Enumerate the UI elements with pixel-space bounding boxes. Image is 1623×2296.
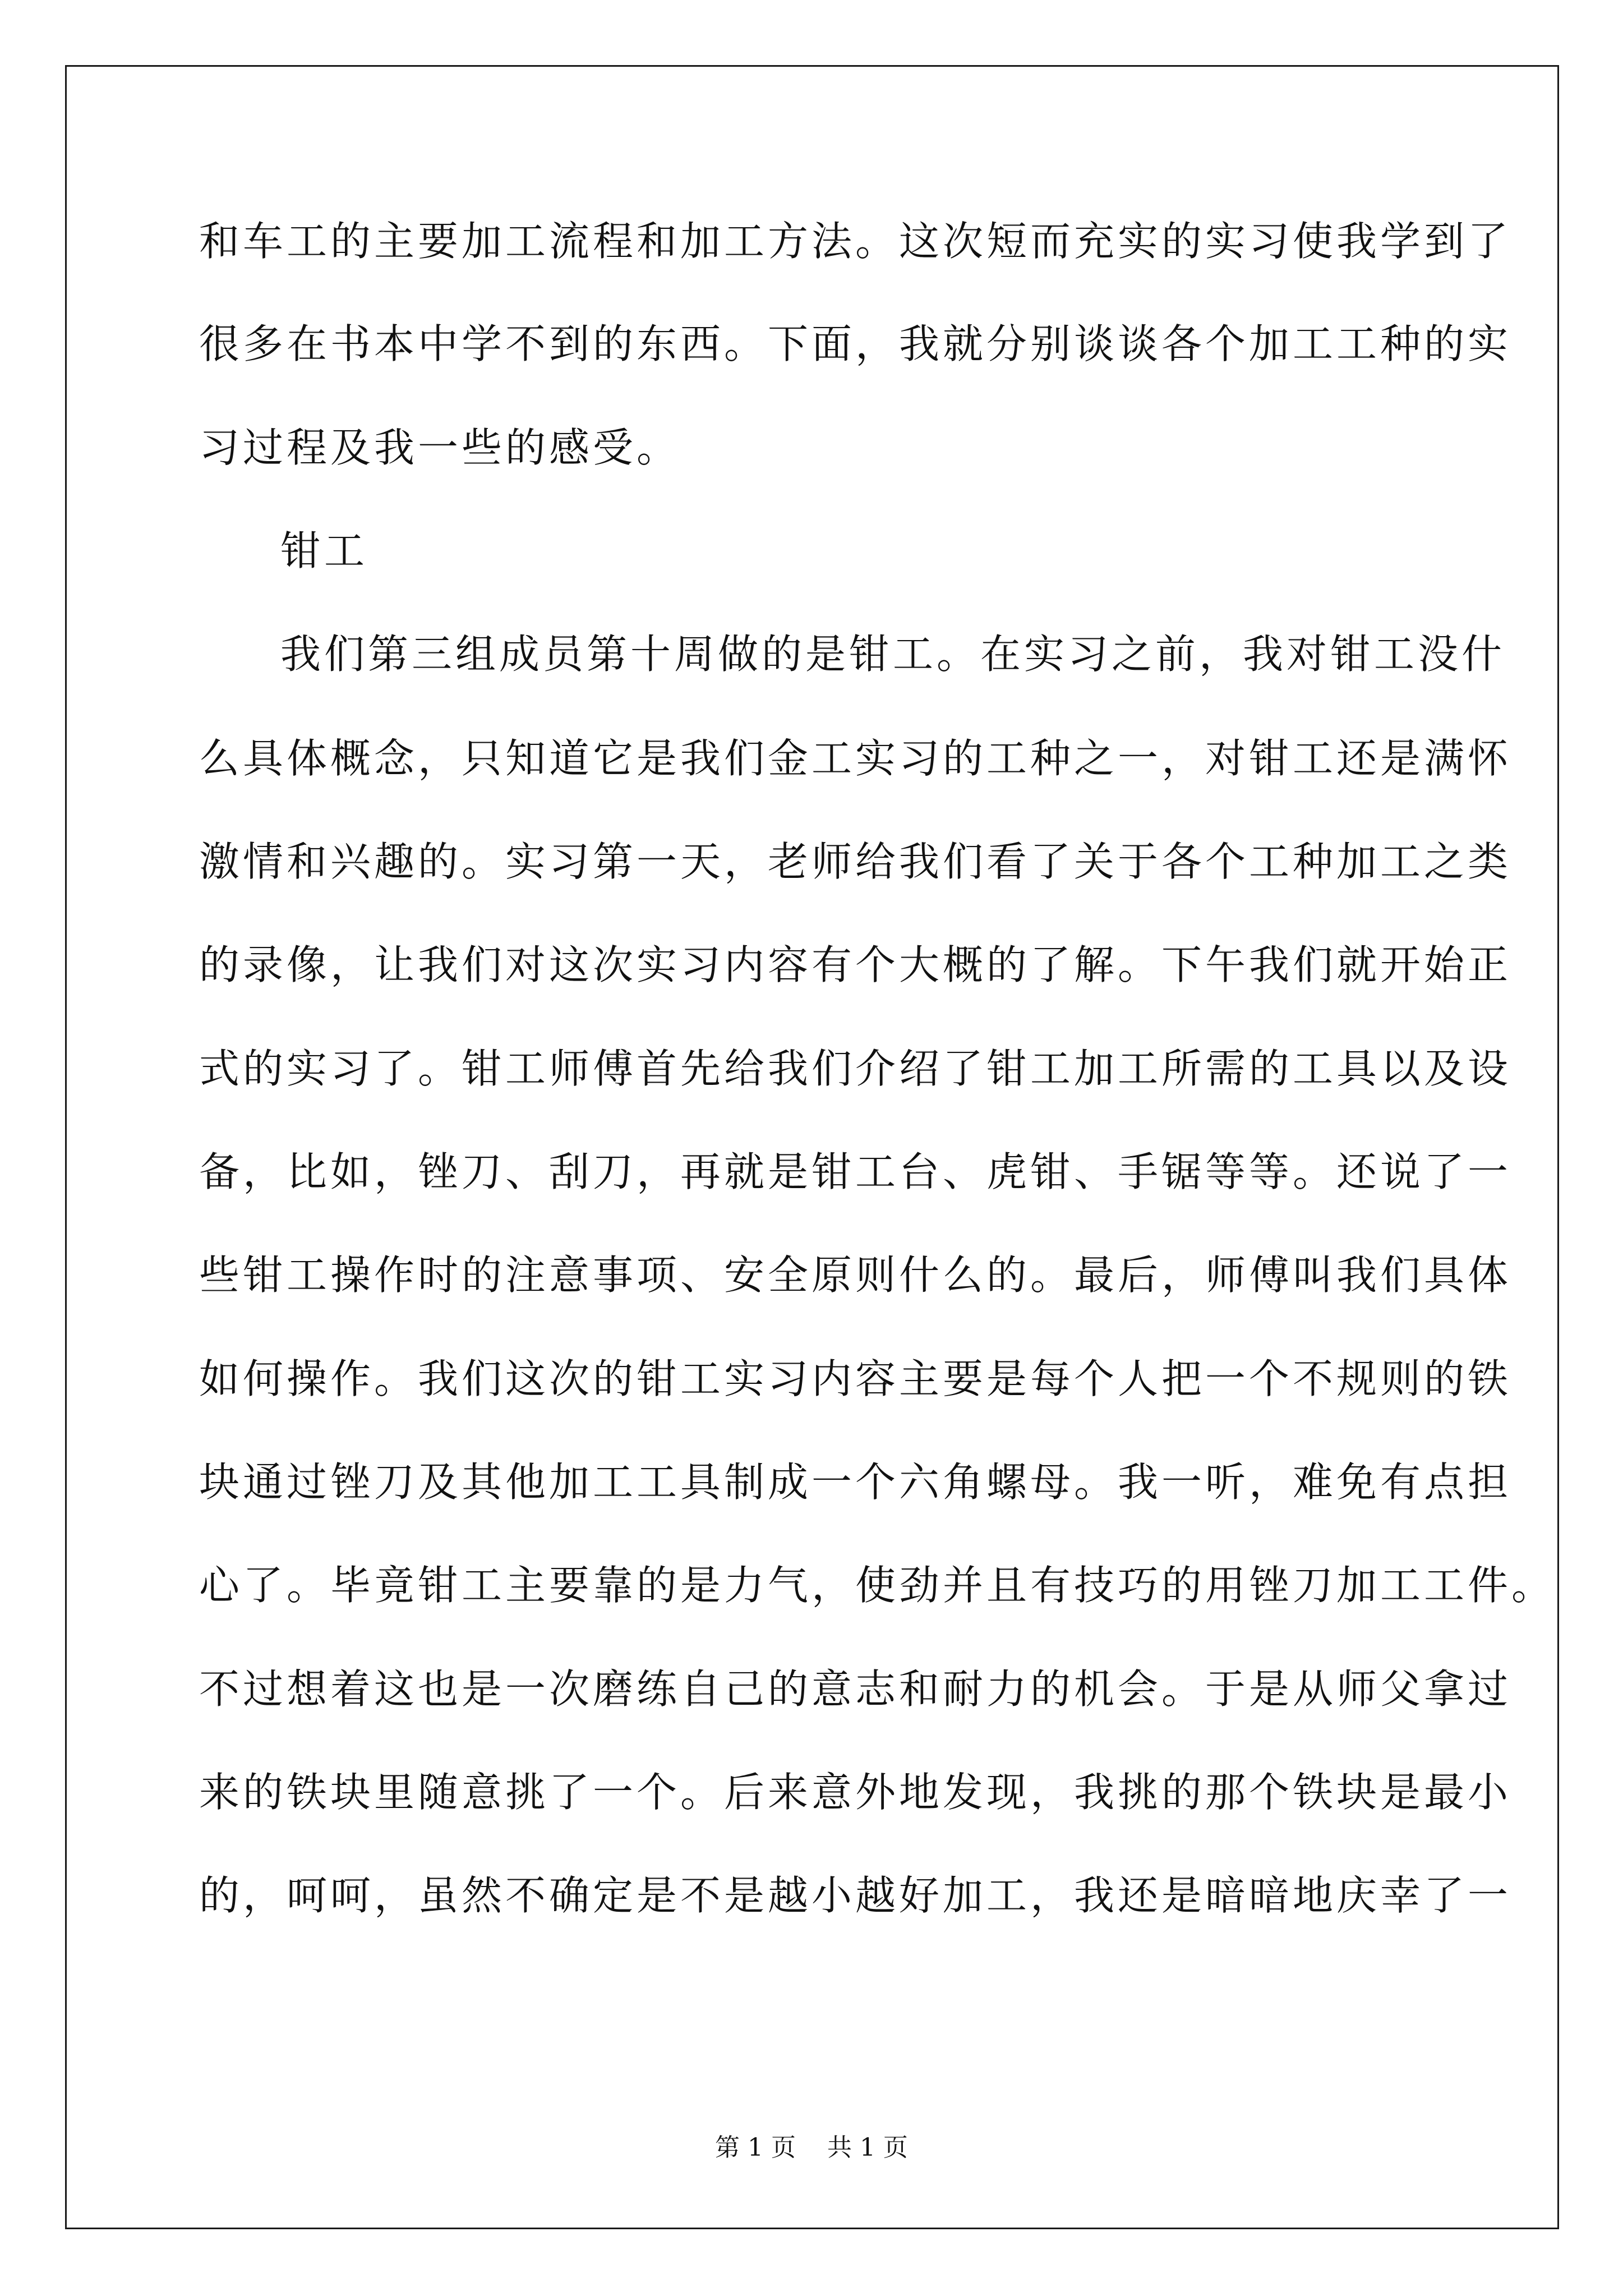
text-line: 来的铁块里随意挑了一个。后来意外地发现，我挑的那个铁块是最小 — [199, 1769, 1512, 1816]
section-heading: 钳工 — [280, 527, 368, 574]
text-line: 我们第三组成员第十周做的是钳工。在实习之前，我对钳工没什 — [280, 631, 1506, 678]
text-line: 和车工的主要加工流程和加工方法。这次短而充实的实习使我学到了 — [199, 218, 1512, 265]
text-line: 式的实习了。钳工师傅首先给我们介绍了钳工加工所需的工具以及设 — [199, 1045, 1512, 1092]
text-line: 习过程及我一些的感受。 — [199, 424, 681, 471]
page-number-footer: 第 1 页 共 1 页 — [715, 2133, 908, 2162]
text-line: 不过想着这也是一次磨练自己的意志和耐力的机会。于是从师父拿过 — [199, 1665, 1512, 1713]
text-line: 的，呵呵，虽然不确定是不是越小越好加工，我还是暗暗地庆幸了一 — [199, 1872, 1512, 1919]
text-line: 的录像，让我们对这次实习内容有个大概的了解。下午我们就开始正 — [199, 941, 1512, 988]
text-line: 备，比如，锉刀、刮刀，再就是钳工台、虎钳、手锯等等。还说了一 — [199, 1148, 1512, 1195]
text-line: 些钳工操作时的注意事项、安全原则什么的。最后，师傅叫我们具体 — [199, 1251, 1512, 1299]
text-line: 如何操作。我们这次的钳工实习内容主要是每个人把一个不规则的铁 — [199, 1355, 1512, 1402]
text-line: 心了。毕竟钳工主要靠的是力气，使劲并且有技巧的用锉刀加工工件。 — [199, 1562, 1556, 1609]
text-line: 很多在书本中学不到的东西。下面，我就分别谈谈各个加工工种的实 — [199, 320, 1512, 367]
text-line: 么具体概念，只知道它是我们金工实习的工种之一，对钳工还是满怀 — [199, 735, 1512, 782]
text-line: 激情和兴趣的。实习第一天，老师给我们看了关于各个工种加工之类 — [199, 838, 1512, 885]
text-line: 块通过锉刀及其他加工工具制成一个六角螺母。我一听，难免有点担 — [199, 1458, 1512, 1506]
